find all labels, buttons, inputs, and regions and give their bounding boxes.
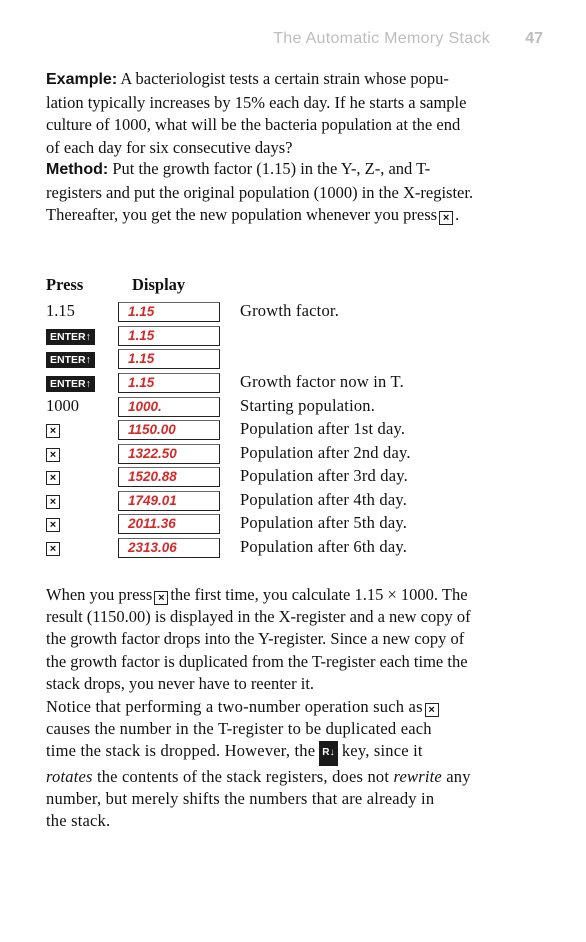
multiply-key-icon: ×: [425, 703, 439, 717]
display-box: [118, 467, 220, 487]
display-value: 1520.88: [128, 469, 177, 484]
display-box: [118, 397, 220, 417]
table-row: [0, 324, 586, 346]
display-value: 2011.36: [128, 516, 176, 531]
table-row: [0, 300, 586, 322]
table-row: [0, 536, 586, 558]
multiply-key-icon: ×: [46, 542, 60, 556]
press-column-header: Press: [46, 275, 84, 294]
page-header: [0, 30, 586, 54]
row-description: Population after 3rd day.: [240, 466, 408, 485]
multiply-key-icon: ×: [439, 211, 453, 225]
row-description: Growth factor.: [240, 301, 340, 320]
display-box: [118, 326, 220, 346]
explanation-paragraph: [46, 584, 542, 695]
row-description: Population after 1st day.: [240, 419, 406, 438]
table-row: [0, 465, 586, 487]
display-box: [118, 514, 220, 534]
display-box: [118, 373, 220, 393]
display-box: [118, 491, 220, 511]
display-value: 1150.00: [128, 422, 176, 437]
enter-key-icon: ENTER↑: [46, 376, 95, 392]
table-row: [0, 512, 586, 534]
body-line: Notice that performing a two-number operation such as ×: [46, 696, 542, 718]
body-line: causes the number in the T-register to be duplicated each: [46, 719, 432, 739]
example-label: Example:: [46, 71, 118, 88]
example-line: culture of 1000, what will be the bacteria population at the end: [46, 115, 461, 134]
row-description: Population after 5th day.: [240, 513, 408, 532]
multiply-key-icon: ×: [46, 495, 60, 509]
row-description: Population after 6th day.: [240, 537, 408, 556]
row-description: Population after 4th day.: [240, 490, 408, 509]
display-value: 1.15: [128, 304, 155, 319]
display-value: 1749.01: [128, 493, 177, 508]
table-row: [0, 418, 586, 440]
example-line: Example: A bacteriologist tests a certain strain whose popu-: [46, 69, 449, 88]
example-line: of each day for six consecutive days?: [46, 137, 293, 157]
table-row: [0, 371, 586, 393]
body-line: number, but merely shifts the numbers that are already in: [46, 788, 435, 808]
multiply-key-icon: ×: [46, 448, 60, 462]
multiply-key-icon: ×: [46, 424, 60, 438]
body-line: stack drops, you never have to reenter it.: [46, 673, 315, 693]
roll-down-key-icon: R↓: [319, 741, 338, 765]
press-value: 1000: [46, 396, 79, 415]
table-row: [0, 347, 586, 369]
method-paragraph: [46, 158, 542, 227]
running-title: The Automatic Memory Stack: [273, 30, 490, 47]
method-label: Method:: [46, 161, 109, 178]
press-value: 1.15: [46, 301, 75, 320]
body-line: When you press × the first time, you calculate 1.15 × 1000. The: [46, 585, 468, 604]
notice-paragraph: [46, 696, 542, 832]
display-box: [118, 420, 220, 440]
example-paragraph: [46, 68, 542, 159]
body-line: the growth factor is duplicated from the T-register each time the: [46, 651, 468, 671]
display-value: 1000.: [128, 399, 162, 414]
table-row: [0, 489, 586, 511]
enter-key-icon: ENTER↑: [46, 352, 95, 368]
table-row: [0, 395, 586, 417]
body-line: rotates the contents of the stack registers, does not rewrite any: [46, 766, 471, 786]
display-column-header: Display: [132, 275, 186, 294]
table-row: [0, 442, 586, 464]
body-line: result (1150.00) is displayed in the X-register and a new copy of: [46, 607, 471, 627]
row-description: Starting population.: [240, 396, 376, 415]
display-value: 2313.06: [128, 540, 177, 555]
display-value: 1.15: [128, 375, 155, 390]
page-number: 47: [525, 30, 543, 47]
multiply-key-icon: ×: [46, 471, 60, 485]
display-box: [118, 444, 220, 464]
enter-key-icon: ENTER↑: [46, 329, 95, 345]
display-value: 1.15: [128, 328, 155, 343]
example-line: lation typically increases by 15% each day. If he starts a sample: [46, 92, 467, 112]
display-value: 1322.50: [128, 446, 177, 461]
body-line: time the stack is dropped. However, the R↓ key, since it: [46, 740, 542, 765]
row-description: Growth factor now in T.: [240, 372, 404, 391]
display-box: [118, 302, 220, 322]
method-line: Thereafter, you get the new population whenever you press × .: [46, 205, 460, 224]
body-line: the growth factor drops into the Y-register. Since a new copy of: [46, 629, 465, 649]
method-line: registers and put the original population (1000) in the X-register.: [46, 182, 474, 202]
multiply-key-icon: ×: [154, 591, 168, 605]
method-line: Method: Put the growth factor (1.15) in the Y-, Z-, and T-: [46, 159, 431, 178]
display-box: [118, 349, 220, 369]
display-box: [118, 538, 220, 558]
multiply-key-icon: ×: [46, 518, 60, 532]
display-value: 1.15: [128, 351, 155, 366]
body-line: the stack.: [46, 811, 111, 831]
row-description: Population after 2nd day.: [240, 443, 411, 462]
